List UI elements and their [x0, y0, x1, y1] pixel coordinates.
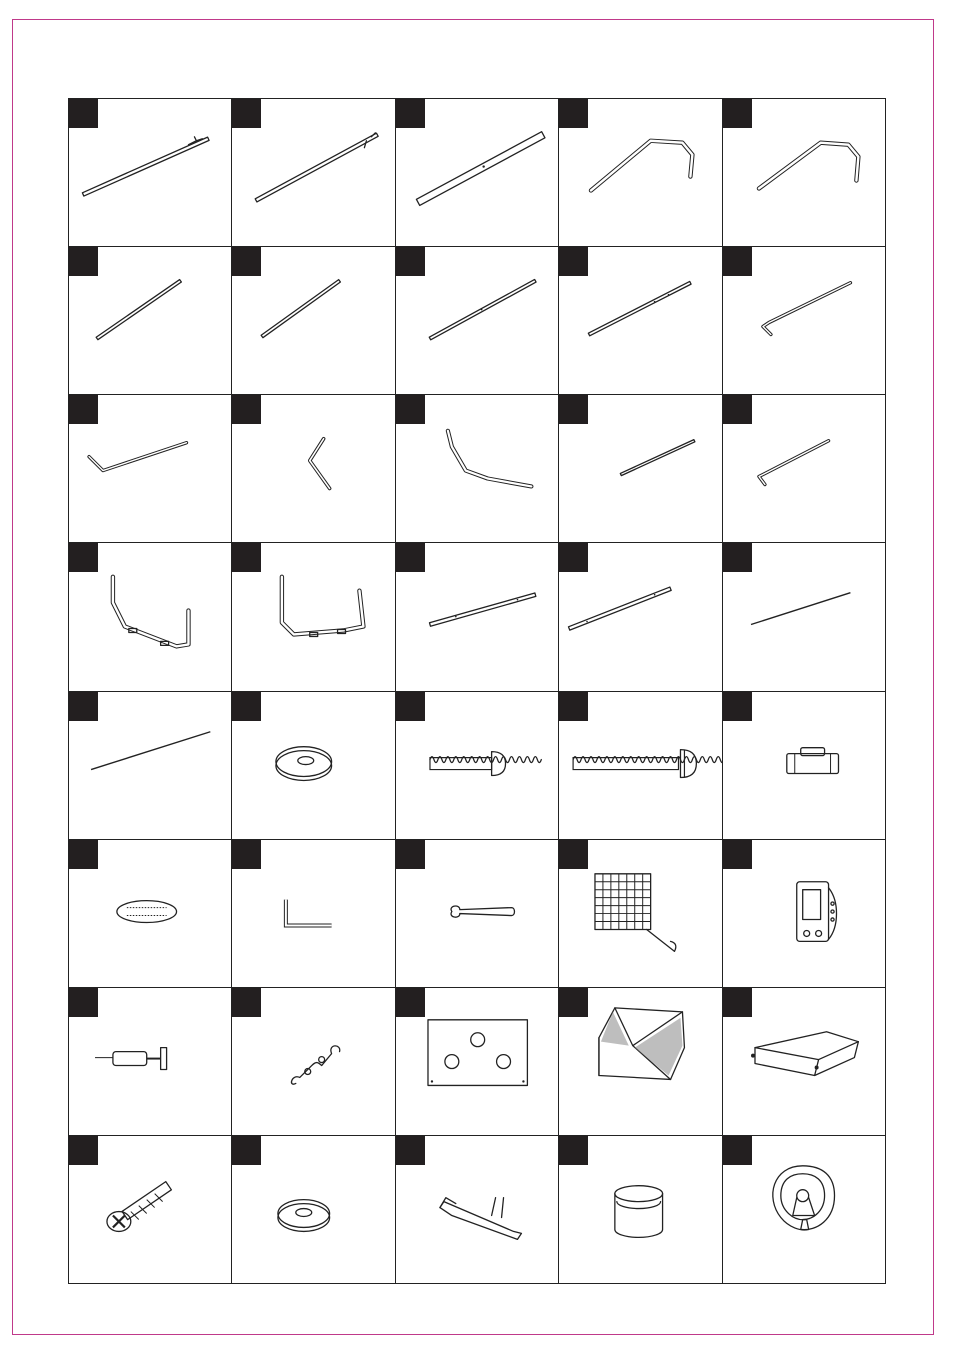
short-bolt-icon: [396, 692, 558, 839]
part-cell: [723, 1136, 886, 1284]
parts-grid: [68, 98, 886, 1284]
c-clamp-icon: [723, 1136, 885, 1283]
part-cell: [559, 840, 722, 988]
part-cell: [723, 543, 886, 691]
short-rod-icon: [69, 247, 231, 394]
hook-rod-icon: [723, 247, 885, 394]
part-cell: [232, 988, 395, 1136]
long-bolt-icon: [559, 692, 721, 839]
net-with-hook-icon: [559, 840, 721, 987]
part-cell: [396, 99, 559, 247]
wire-icon: [69, 692, 231, 839]
thin-rod-icon: [559, 395, 721, 542]
part-cell: [396, 395, 559, 543]
angled-rod-icon: [232, 395, 394, 542]
washer-icon: [232, 692, 394, 839]
rod-with-holes-icon: [559, 543, 721, 690]
short-rod-icon: [232, 247, 394, 394]
part-cell: [396, 692, 559, 840]
part-cell: [396, 988, 559, 1136]
part-cell: [723, 395, 886, 543]
washer-icon: [232, 1136, 394, 1283]
pump-icon: [69, 988, 231, 1135]
part-cell: [232, 840, 395, 988]
part-cell: [69, 543, 232, 691]
wire-icon: [723, 543, 885, 690]
wrench-icon: [396, 840, 558, 987]
part-cell: [396, 840, 559, 988]
angled-tube-icon: [396, 395, 558, 542]
part-cell: [232, 692, 395, 840]
bent-tube-icon: [723, 99, 885, 246]
scoreboard-icon: [723, 840, 885, 987]
part-cell: [232, 395, 395, 543]
hook-rod-icon: [69, 395, 231, 542]
part-cell: [559, 395, 722, 543]
part-cell: [723, 99, 886, 247]
mesh-basket-icon: [559, 988, 721, 1135]
rod-with-holes-icon: [396, 543, 558, 690]
target-board-icon: [396, 988, 558, 1135]
u-frame-icon: [232, 543, 394, 690]
part-cell: [69, 99, 232, 247]
part-cell: [69, 1136, 232, 1284]
part-cell: [559, 692, 722, 840]
part-cell: [559, 99, 722, 247]
part-cell: [232, 543, 395, 691]
long-rod-icon: [559, 247, 721, 394]
part-cell: [69, 247, 232, 395]
part-cell: [69, 692, 232, 840]
part-cell: [232, 1136, 395, 1284]
part-cell: [723, 247, 886, 395]
tape-roll-icon: [559, 1136, 721, 1283]
part-cell: [723, 988, 886, 1136]
part-cell: [232, 247, 395, 395]
part-cell: [396, 1136, 559, 1284]
bent-tube-icon: [559, 99, 721, 246]
part-cell: [559, 988, 722, 1136]
clip-icon: [723, 692, 885, 839]
screw-icon: [69, 1136, 231, 1283]
part-cell: [723, 692, 886, 840]
part-cell: [232, 99, 395, 247]
part-cell: [396, 543, 559, 691]
football-icon: [69, 840, 231, 987]
s-hook-icon: [232, 988, 394, 1135]
part-cell: [723, 840, 886, 988]
tube-with-bracket-icon: [232, 99, 394, 246]
part-cell: [69, 988, 232, 1136]
part-cell: [559, 247, 722, 395]
part-cell: [396, 247, 559, 395]
tube-with-bracket-icon: [69, 99, 231, 246]
u-frame-icon: [69, 543, 231, 690]
tray-icon: [723, 988, 885, 1135]
hook-rod-icon: [723, 395, 885, 542]
part-cell: [559, 1136, 722, 1284]
thick-tube-icon: [396, 99, 558, 246]
part-cell: [69, 840, 232, 988]
part-cell: [69, 395, 232, 543]
allen-key-icon: [232, 840, 394, 987]
long-rod-icon: [396, 247, 558, 394]
part-cell: [559, 543, 722, 691]
tent-peg-icon: [396, 1136, 558, 1283]
